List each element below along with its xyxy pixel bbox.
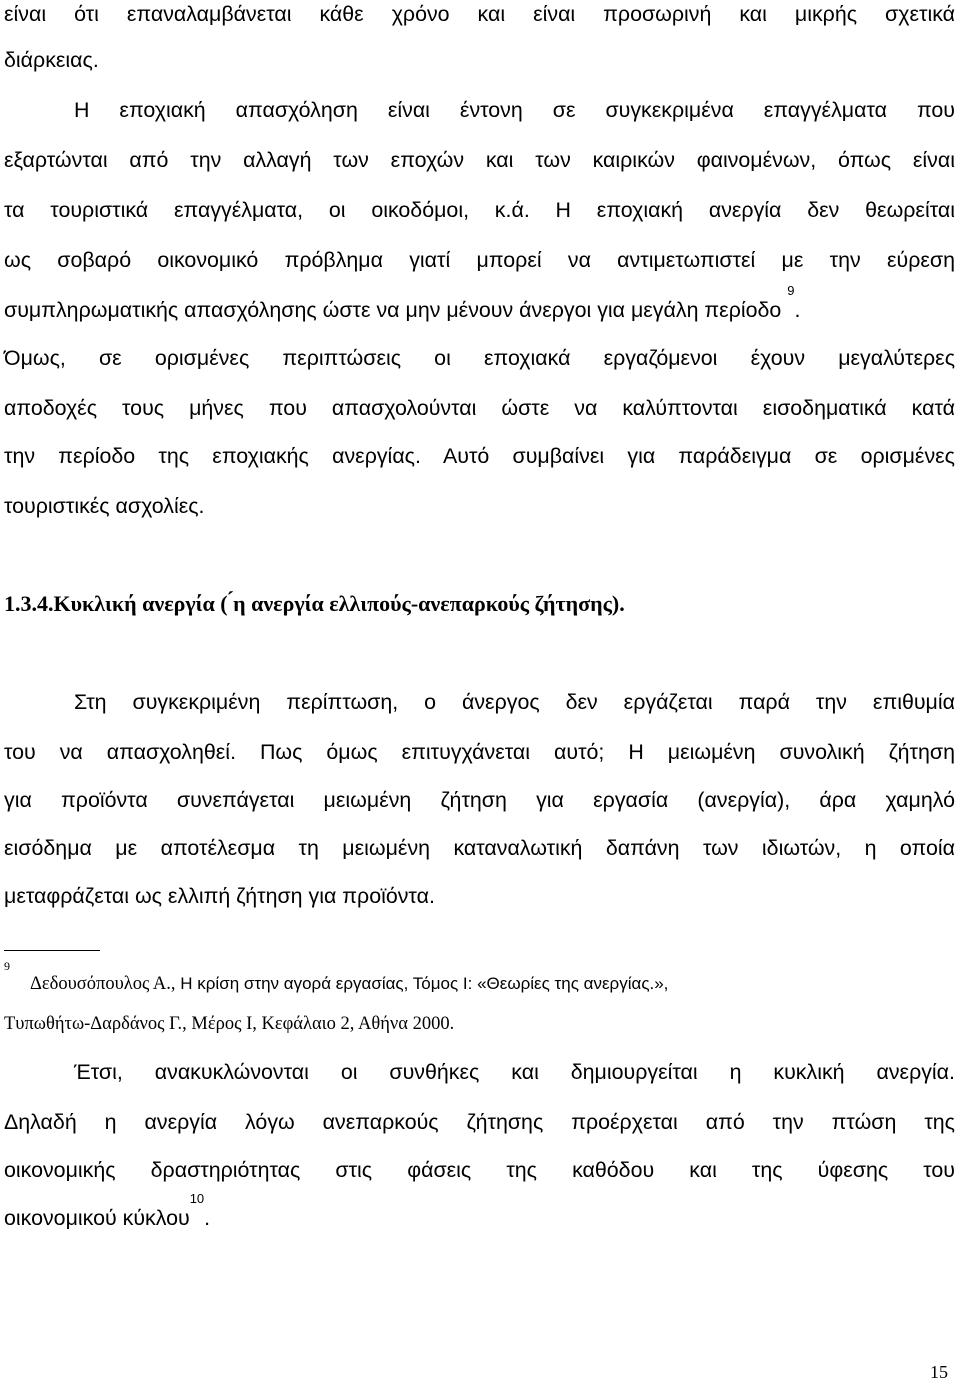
footnote-title: Η κρίση στην αγορά εργασίας, Τόμος Ι: «Θεωρίες της ανεργίας.», bbox=[175, 974, 669, 993]
text-line: Η εποχιακή απασχόληση είναι έντονη σε συγκεκριμένα επαγγέλματα που bbox=[74, 98, 955, 122]
text-line: είναι ότι επαναλαμβάνεται κάθε χρόνο και είναι προσωρινή και μικρής σχετικά bbox=[4, 2, 955, 26]
text-line: Έτσι, ανακυκλώνονται οι συνθήκες και δημιουργείται η κυκλική ανεργία. bbox=[74, 1060, 955, 1084]
text-line: τουριστικές ασχολίες. bbox=[4, 494, 205, 518]
footnote-line bbox=[4, 959, 955, 996]
text-line: συμπληρωματικής απασχόλησης ώστε να μην μένουν άνεργοι για μεγάλη περίοδο bbox=[4, 298, 782, 322]
footnote-reference: 10 bbox=[189, 1191, 205, 1206]
text-line: του να απασχοληθεί. Πως όμως επιτυγχάνεται αυτό; Η μειωμένη συνολική ζήτηση bbox=[4, 740, 955, 764]
text-line: τα τουριστικά επαγγέλματα, οι οικοδόμοι, κ.ά. Η εποχιακή ανεργία δεν θεωρείται bbox=[4, 198, 955, 222]
text-line-with-footnote bbox=[4, 283, 955, 324]
section-heading: 1.3.4.Κυκλική ανεργία ( ́η ανεργία ελλιπούς-ανεπαρκούς ζήτησης). bbox=[4, 591, 625, 616]
text-line: Δηλαδή η ανεργία λόγω ανεπαρκούς ζήτησης προέρχεται από την πτώση της bbox=[4, 1110, 955, 1134]
footnote-reference: 9 bbox=[787, 283, 795, 298]
text-line: Στη συγκεκριμένη περίπτωση, ο άνεργος δεν εργάζεται παρά την επιθυμία bbox=[74, 690, 955, 714]
period: . bbox=[204, 1206, 211, 1230]
text-line: αποδοχές τους μήνες που απασχολούνται ώστε να καλύπτονται εισοδηματικά κατά bbox=[4, 396, 955, 420]
text-line: μεταφράζεται ως ελλιπή ζήτηση για προϊόντα. bbox=[4, 884, 435, 908]
text-line: εξαρτώνται από την αλλαγή των εποχών και των καιρικών φαινομένων, όπως είναι bbox=[4, 148, 955, 172]
text-line: για προϊόντα συνεπάγεται μειωμένη ζήτηση για εργασία (ανεργία), άρα χαμηλό bbox=[4, 788, 955, 812]
text-line: ως σοβαρό οικονομικό πρόβλημα γιατί μπορεί να αντιμετωπιστεί με την εύρεση bbox=[4, 248, 955, 272]
text-line: την περίοδο της εποχιακής ανεργίας. Αυτό συμβαίνει για παράδειγμα σε ορισμένες bbox=[4, 444, 955, 468]
text-line: οικονομικού κύκλου bbox=[4, 1206, 190, 1230]
page-number: 15 bbox=[930, 1362, 948, 1382]
period: . bbox=[794, 298, 801, 322]
footnote-separator bbox=[4, 950, 100, 951]
text-line: εισόδημα με αποτέλεσμα τη μειωμένη καταναλωτική δαπάνη των ιδιωτών, η οποία bbox=[4, 836, 955, 860]
text-line: Όμως, σε ορισμένες περιπτώσεις οι εποχιακά εργαζόμενοι έχουν μεγαλύτερες bbox=[4, 346, 955, 370]
text-line: διάρκειας. bbox=[4, 48, 99, 72]
footnote-number: 9 bbox=[4, 959, 10, 973]
text-line: οικονομικής δραστηριότητας στις φάσεις της καθόδου και της ύφεσης του bbox=[4, 1158, 955, 1182]
text-line-with-footnote bbox=[4, 1191, 955, 1232]
footnote-line: Τυπωθήτω-Δαρδάνος Γ., Μέρος Ι, Κεφάλαιο 2, Αθήνα 2000. bbox=[4, 1014, 455, 1034]
footnote-author: Δεδουσόπουλος Α., bbox=[30, 974, 176, 994]
